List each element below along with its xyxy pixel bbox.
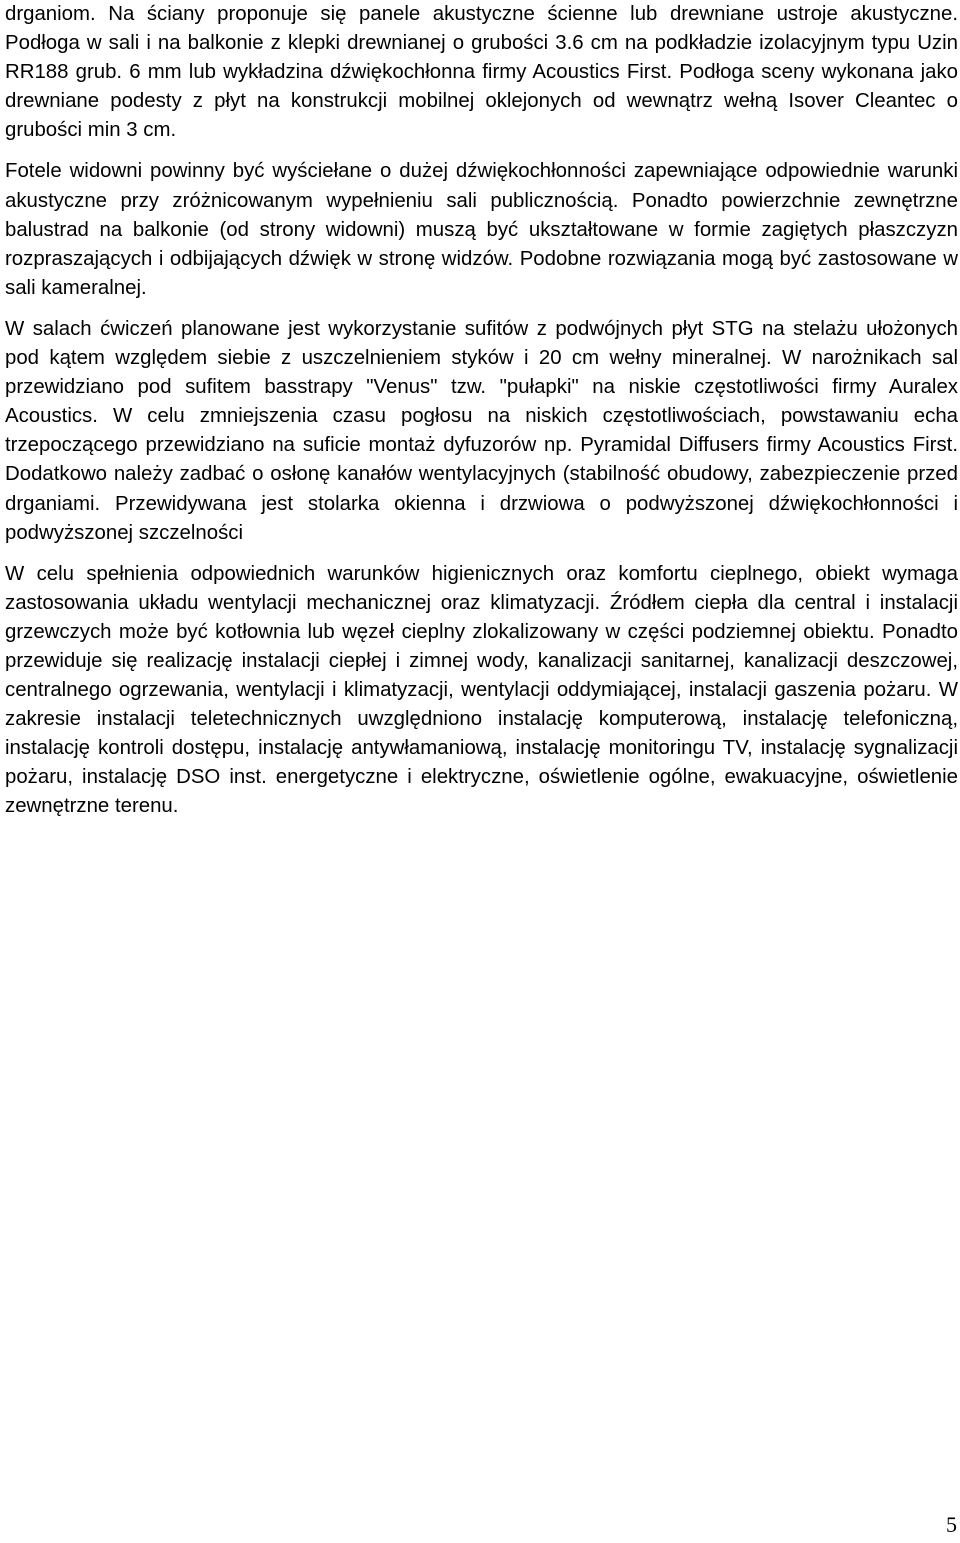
paragraph-rehearsal-rooms: W salach ćwiczeń planowane jest wykorzystanie sufitów z podwójnych płyt STG na stelażu ułożonych pod kątem względem siebie z uszczelnieniem styków i 20 cm wełny mineralnej. W narożnikach sal przewidziano pod sufitem basstrapy "Venus" tzw. "pułapki" na niskie częstotliwości firmy Auralex Acoustics. W celu zmniejszenia czasu pogłosu na niskich częstotliwościach, powstawaniu echa trzepoczącego przewidziano na suficie montaż dyfuzorów np. Pyramidal Diffusers firmy Acoustics First. Dodatkowo należy zadbać o osłonę kanałów wentylacyjnych (stabilność obudowy, zabezpieczenie przed drganiami. Przewidywana jest stolarka okienna i drzwiowa o podwyższonej dźwiękochłonności i podwyższonej szczelności [5,317,958,544]
page-number: 5 [946,1512,957,1537]
document-page [5,0,958,822]
paragraph-building-installations: W celu spełnienia odpowiednich warunków higienicznych oraz komfortu cieplnego, obiekt wymaga zastosowania układu wentylacji mechanicznej oraz klimatyzacji. Źródłem ciepła dla central i instalacji grzewczych może być kotłownia lub węzeł cieplny zlokalizowany w części podziemnej obiektu. Ponadto przewiduje się realizację instalacji ciepłej i zimnej wody, kanalizacji sanitarnej, kanalizacji deszczowej, centralnego ogrzewania, wentylacji i klimatyzacji, wentylacji oddymiającej, instalacji gaszenia pożaru. W zakresie instalacji teletechnicznych uwzględniono instalację komputerową, instalację telefoniczną, instalację kontroli dostępu, instalację antywłamaniową, instalację monitoringu TV, instalację sygnalizacji pożaru, instalację DSO inst. energetyczne i elektryczne, oświetlenie ogólne, ewakuacyjne, oświetlenie zewnętrzne terenu. [5,562,958,818]
paragraph-acoustic-finishes: drganiom. Na ściany proponuje się panele akustyczne ścienne lub drewniane ustroje akustyczne. Podłoga w sali i na balkonie z klepki drewnianej o grubości 3.6 cm na podkładzie izolacyjnym typu Uzin RR188 grub. 6 mm lub wykładzina dźwiękochłonna firmy Acoustics First. Podłoga sceny wykonana jako drewniane podesty z płyt na konstrukcji mobilnej oklejonych od wewnątrz wełną Isover Cleantec o grubości min 3 cm. [5,3,958,142]
paragraph-audience-seating: Fotele widowni powinny być wyściełane o dużej dźwiękochłonności zapewniające odpowiednie warunki akustyczne przy zróżnicowanym wypełnieniu sali publicznością. Ponadto powierzchnie zewnętrzne balustrad na balkonie (od strony widowni) muszą być ukształtowane w formie zagiętych płaszczyzn rozpraszających i odbijających dźwięk w stronę widzów. Podobne rozwiązania mogą być zastosowane w sali kameralnej. [5,160,958,299]
